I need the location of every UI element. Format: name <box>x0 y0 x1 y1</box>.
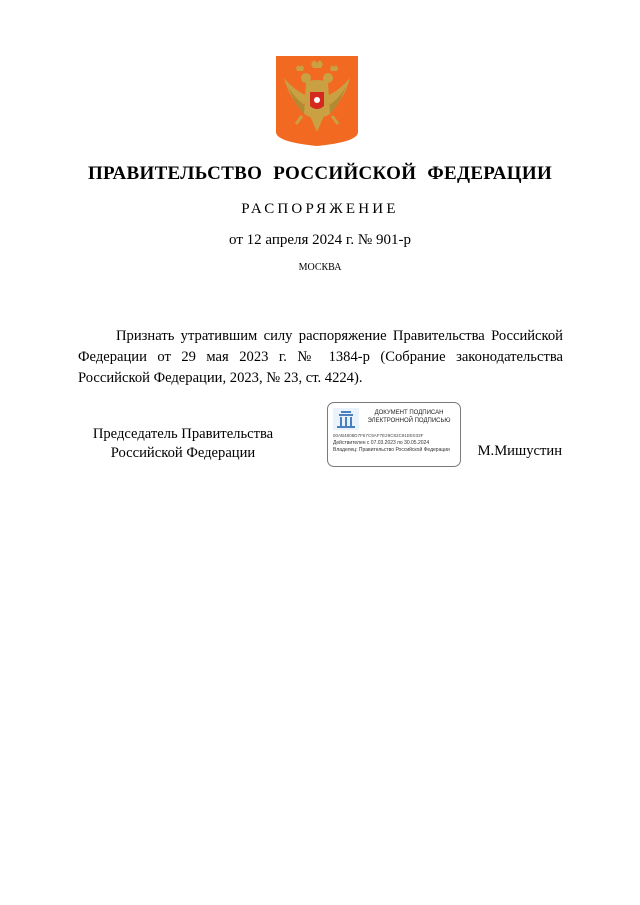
signer-name: М.Мишустин <box>477 443 562 459</box>
stamp-validity: Действителен с 07.03.2023 по 30.05.2024 <box>333 440 430 446</box>
stamp-owner: Владелец: Правительство Российской Федерации <box>333 447 450 453</box>
government-building-icon <box>333 408 359 430</box>
signer-position-line2: Российской Федерации <box>110 445 256 461</box>
stamp-title <box>360 409 458 425</box>
signer-position-line1: Председатель Правительства <box>92 426 274 442</box>
document-body: Признать утратившим силу распоряжение Правительства Российской Федерации от 29 мая 2023 г. № 1384-р (Собрание законодательства Российской Федерации, 2023, № 23, ст. 4224). <box>78 328 563 386</box>
stamp-certificate: 00AB4808D7F67C9AF7E29C82C91EE033F <box>333 433 424 438</box>
coat-of-arms-icon <box>276 56 358 146</box>
stamp-title-line1: ДОКУМЕНТ ПОДПИСАН <box>374 410 444 416</box>
document-type: РАСПОРЯЖЕНИЕ <box>241 201 399 217</box>
stamp-title-line2: ЭЛЕКТРОННОЙ ПОДПИСЬЮ <box>367 418 451 424</box>
signer-position <box>78 425 288 463</box>
organization-title: ПРАВИТЕЛЬСТВО РОССИЙСКОЙ ФЕДЕРАЦИИ <box>87 163 553 184</box>
electronic-signature-stamp <box>327 402 461 467</box>
document-city: МОСКВА <box>298 262 342 273</box>
document-number: от 12 апреля 2024 г. № 901-р <box>229 232 411 248</box>
